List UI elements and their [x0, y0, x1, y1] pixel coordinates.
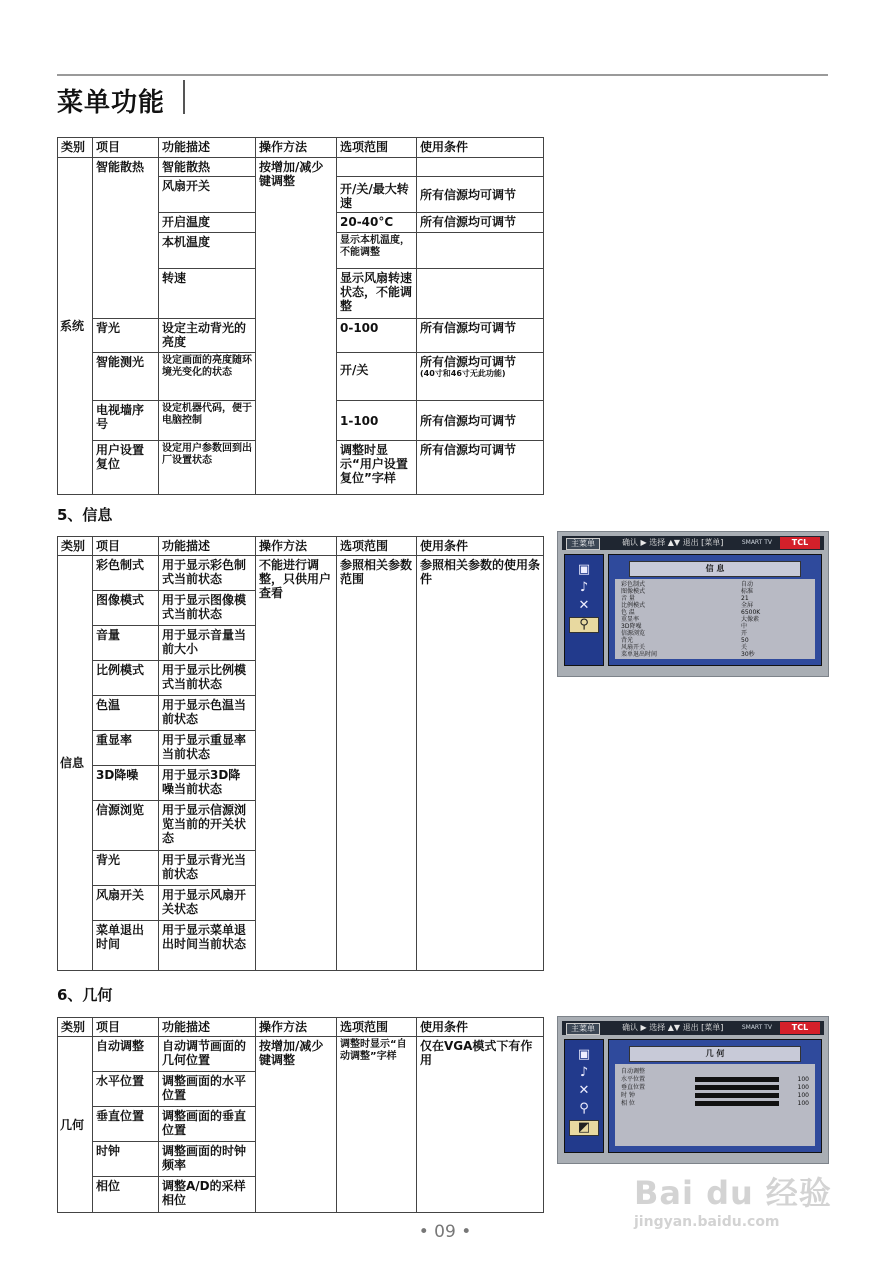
rotation-range: 显示风扇转速状态，不能调整 [337, 269, 417, 319]
smart-light-condition-text: 所有信源均可调节 [420, 355, 517, 369]
header-range: 选项范围 [337, 1018, 417, 1037]
geo-item-name: 时钟 [93, 1142, 159, 1177]
picture-icon: ▣ [577, 562, 591, 577]
header-operation: 操作方法 [256, 537, 337, 556]
osd-row [621, 609, 809, 616]
info-item-name: 菜单退出时间 [93, 921, 159, 971]
geometry-category: 几何 [58, 1037, 93, 1213]
info-operation: 不能进行调整，只供用户查看 [256, 556, 337, 971]
osd-row-key: 垂直位置 [621, 1084, 646, 1091]
system-operation: 按增加/减少键调整 [256, 158, 337, 495]
tcl-logo: TCL [780, 1022, 820, 1034]
osd-row-value: 100 [797, 1076, 809, 1083]
info-item-name: 风扇开关 [93, 886, 159, 921]
header-range: 选项范围 [337, 537, 417, 556]
osd-row [621, 588, 809, 595]
header-desc: 功能描述 [159, 537, 256, 556]
osd-row-value: 100 [797, 1084, 809, 1091]
osd-row [621, 630, 809, 637]
header-operation: 操作方法 [256, 138, 337, 158]
info-category: 信息 [58, 556, 93, 971]
backlight-desc: 设定主动背光的亮度 [159, 319, 256, 353]
osd-row [621, 602, 809, 609]
osd-row-key: 信源浏览 [621, 630, 646, 637]
backlight-item: 背光 [93, 319, 159, 353]
header-category: 类别 [58, 537, 93, 556]
geo-item-desc: 调整画面的垂直位置 [159, 1107, 256, 1142]
osd-row-value: 开 [741, 630, 748, 637]
range-empty [337, 158, 417, 177]
info-item-desc: 用于显示信源浏览当前的开关状态 [159, 801, 256, 851]
fan-range: 开/关/最大转速 [337, 177, 417, 213]
open-temp-item: 开启温度 [159, 213, 256, 233]
watermark-brand: Bai du 经验 [634, 1174, 832, 1212]
osd-main-menu-tab: 主菜单 [566, 1023, 600, 1035]
osd-row [621, 644, 809, 651]
osd-slider-bar [695, 1093, 779, 1098]
osd-row-value: 100 [797, 1100, 809, 1107]
osd-row-key: 菜单退出时间 [621, 651, 658, 658]
osd-slider-bar [695, 1085, 779, 1090]
osd-row-key: 自动调整 [621, 1068, 646, 1075]
geometry-operation: 按增加/减少键调整 [256, 1037, 337, 1213]
info-item-desc: 用于显示比例模式当前状态 [159, 661, 256, 696]
header-item: 项目 [93, 138, 159, 158]
reset-range: 调整时显示“用户设置复位”字样 [337, 441, 417, 495]
tools-icon: ✕ [578, 598, 590, 613]
fan-condition: 所有信源均可调节 [417, 177, 544, 213]
osd-panel-title: 几 何 [629, 1046, 801, 1062]
info-item-name: 重显率 [93, 731, 159, 766]
osd-row-key: 重显率 [621, 616, 640, 623]
osd-row [621, 616, 809, 623]
search-icon: ⚲ [579, 1101, 589, 1116]
osd-row [621, 1076, 809, 1083]
osd-row-key: 时 钟 [621, 1092, 635, 1099]
header-condition: 使用条件 [417, 138, 544, 158]
osd-slider-bar [695, 1077, 779, 1082]
osd-topbar [562, 1021, 824, 1035]
tv-wall-range: 1-100 [337, 401, 417, 441]
machine-temp-item: 本机温度 [159, 233, 256, 269]
osd-row-value: 关 [741, 644, 748, 651]
baidu-watermark [634, 1150, 834, 1240]
osd-row-value: 30秒 [741, 651, 755, 658]
osd-row-key: 相 位 [621, 1100, 635, 1107]
info-item-desc: 用于显示背光当前状态 [159, 851, 256, 886]
osd-nav-hint: 确认 ▶ 选择 ▲▼ 退出 [菜单] [622, 538, 724, 547]
info-item-desc: 用于显示菜单退出时间当前状态 [159, 921, 256, 971]
info-section-title: 5、信息 [57, 506, 113, 524]
header-range: 选项范围 [337, 138, 417, 158]
geo-item-name: 水平位置 [93, 1072, 159, 1107]
smart-heat-item: 智能散热 [93, 158, 159, 319]
info-table [57, 536, 544, 971]
machine-temp-range: 显示本机温度，不能调整 [337, 233, 417, 269]
header-item: 项目 [93, 1018, 159, 1037]
osd-row [621, 1084, 809, 1091]
osd-row-key: 背光 [621, 637, 634, 644]
osd-row-value: 50 [741, 637, 749, 644]
user-reset-item: 用户设置复位 [93, 441, 159, 495]
info-item-name: 图像模式 [93, 591, 159, 626]
osd-nav-hint: 确认 ▶ 选择 ▲▼ 退出 [菜单] [622, 1023, 724, 1032]
smart-light-range: 开/关 [337, 361, 417, 401]
geo-item-desc: 调整画面的时钟频率 [159, 1142, 256, 1177]
osd-slider-bar [695, 1101, 779, 1106]
system-category: 系统 [58, 158, 93, 495]
info-item-desc: 用于显示音量当前大小 [159, 626, 256, 661]
temp-condition: 所有信源均可调节 [417, 213, 544, 233]
fan-switch-item: 风扇开关 [159, 177, 256, 213]
tv-wall-item: 电视墙序号 [93, 401, 159, 441]
osd-row-key: 水平位置 [621, 1076, 646, 1083]
info-item-name: 彩色制式 [93, 556, 159, 591]
osd-row [621, 637, 809, 644]
osd-row-key: 3D降噪 [621, 623, 642, 630]
system-table [57, 137, 544, 495]
osd-sidebar [564, 1039, 604, 1153]
search-icon: ⚲ [569, 617, 599, 633]
info-range: 参照相关参数范围 [337, 556, 417, 971]
geometry-icon: ◩ [569, 1120, 599, 1136]
info-item-desc: 用于显示彩色制式当前状态 [159, 556, 256, 591]
geo-item-desc: 自动调节画面的几何位置 [159, 1037, 256, 1072]
condition-empty [417, 158, 544, 177]
info-item-desc: 用于显示色温当前状态 [159, 696, 256, 731]
smart-light-desc: 设定画面的亮度随环境光变化的状态 [159, 353, 256, 401]
geo-item-name: 自动调整 [93, 1037, 159, 1072]
osd-row-value: 中 [741, 623, 748, 630]
header-item: 项目 [93, 537, 159, 556]
osd-main-menu-tab: 主菜单 [566, 538, 600, 550]
smart-light-note: (40寸和46寸无此功能) [420, 369, 506, 378]
info-item-desc: 用于显示重显率当前状态 [159, 731, 256, 766]
page-number: • 09 • [418, 1222, 472, 1242]
info-item-name: 音量 [93, 626, 159, 661]
osd-info-screenshot [557, 531, 829, 677]
osd-row-key: 音 量 [621, 595, 635, 602]
info-item-name: 信源浏览 [93, 801, 159, 851]
header-desc: 功能描述 [159, 138, 256, 158]
tv-wall-condition: 所有信源均可调节 [417, 401, 544, 441]
osd-panel [608, 1039, 822, 1153]
sound-icon: ♪ [579, 580, 589, 595]
osd-geometry-list [615, 1064, 815, 1146]
osd-panel-title: 信 息 [629, 561, 801, 577]
smart-light-item: 智能测光 [93, 353, 159, 401]
osd-row [621, 1100, 809, 1107]
osd-row-value: 标准 [741, 588, 754, 595]
geometry-table [57, 1017, 544, 1213]
info-item-name: 3D降噪 [93, 766, 159, 801]
rotation-item: 转速 [159, 269, 256, 319]
header-category: 类别 [58, 138, 93, 158]
rotation-condition [417, 269, 544, 319]
backlight-range: 0-100 [337, 319, 417, 353]
info-item-desc: 用于显示图像模式当前状态 [159, 591, 256, 626]
tcl-logo: TCL [780, 537, 820, 549]
osd-tag: SMART TV [741, 539, 772, 546]
osd-row [621, 595, 809, 602]
osd-row-value: 100 [797, 1092, 809, 1099]
geo-item-name: 垂直位置 [93, 1107, 159, 1142]
info-item-name: 色温 [93, 696, 159, 731]
backlight-condition: 所有信源均可调节 [417, 319, 544, 353]
tools-icon: ✕ [578, 1083, 590, 1098]
osd-row-key: 风扇开关 [621, 644, 646, 651]
osd-geometry-screenshot [557, 1016, 829, 1164]
osd-row [621, 581, 809, 588]
sound-icon: ♪ [579, 1065, 589, 1080]
header-condition: 使用条件 [417, 1018, 544, 1037]
geo-item-name: 相位 [93, 1177, 159, 1213]
osd-row-value: 21 [741, 595, 749, 602]
header-desc: 功能描述 [159, 1018, 256, 1037]
osd-row [621, 623, 809, 630]
reset-condition: 所有信源均可调节 [417, 441, 544, 495]
osd-info-list [615, 579, 815, 659]
osd-row-key: 彩色制式 [621, 581, 646, 588]
info-condition: 参照相关参数的使用条件 [417, 556, 544, 971]
title-divider [183, 80, 185, 114]
osd-panel [608, 554, 822, 666]
header-category: 类别 [58, 1018, 93, 1037]
osd-row-key: 比例模式 [621, 602, 646, 609]
info-item-desc: 用于显示风扇开关状态 [159, 886, 256, 921]
osd-row-key: 色 温 [621, 609, 635, 616]
temp-range: 20-40°C [337, 213, 417, 233]
page-title: 菜单功能 [57, 88, 166, 118]
picture-icon: ▣ [577, 1047, 591, 1062]
osd-row-value: 大像素 [741, 616, 760, 623]
geo-item-desc: 调整画面的水平位置 [159, 1072, 256, 1107]
geometry-range: 调整时显示“自动调整”字样 [337, 1037, 417, 1213]
geometry-section-title: 6、几何 [57, 986, 113, 1004]
osd-sidebar [564, 554, 604, 666]
smart-heat-desc: 智能散热 [159, 158, 256, 177]
osd-tag: SMART TV [741, 1024, 772, 1031]
header-rule [57, 74, 828, 76]
osd-row-value: 6500K [741, 609, 761, 616]
machine-temp-condition [417, 233, 544, 269]
osd-row-value: 自动 [741, 581, 754, 588]
watermark-url: jingyan.baidu.com [634, 1214, 780, 1230]
geo-item-desc: 调整A/D的采样相位 [159, 1177, 256, 1213]
osd-row-value: 全屏 [741, 602, 754, 609]
tv-wall-desc: 设定机器代码，便于电脑控制 [159, 401, 256, 441]
osd-row [621, 651, 809, 658]
osd-row [621, 1092, 809, 1099]
info-item-desc: 用于显示3D降噪当前状态 [159, 766, 256, 801]
header-condition: 使用条件 [417, 537, 544, 556]
info-item-name: 比例模式 [93, 661, 159, 696]
osd-row [621, 1068, 809, 1075]
info-item-name: 背光 [93, 851, 159, 886]
geometry-condition: 仅在VGA模式下有作用 [417, 1037, 544, 1213]
osd-row-key: 图像模式 [621, 588, 646, 595]
smart-light-condition [417, 353, 544, 401]
user-reset-desc: 设定用户参数回到出厂设置状态 [159, 441, 256, 495]
header-operation: 操作方法 [256, 1018, 337, 1037]
osd-topbar [562, 536, 824, 550]
